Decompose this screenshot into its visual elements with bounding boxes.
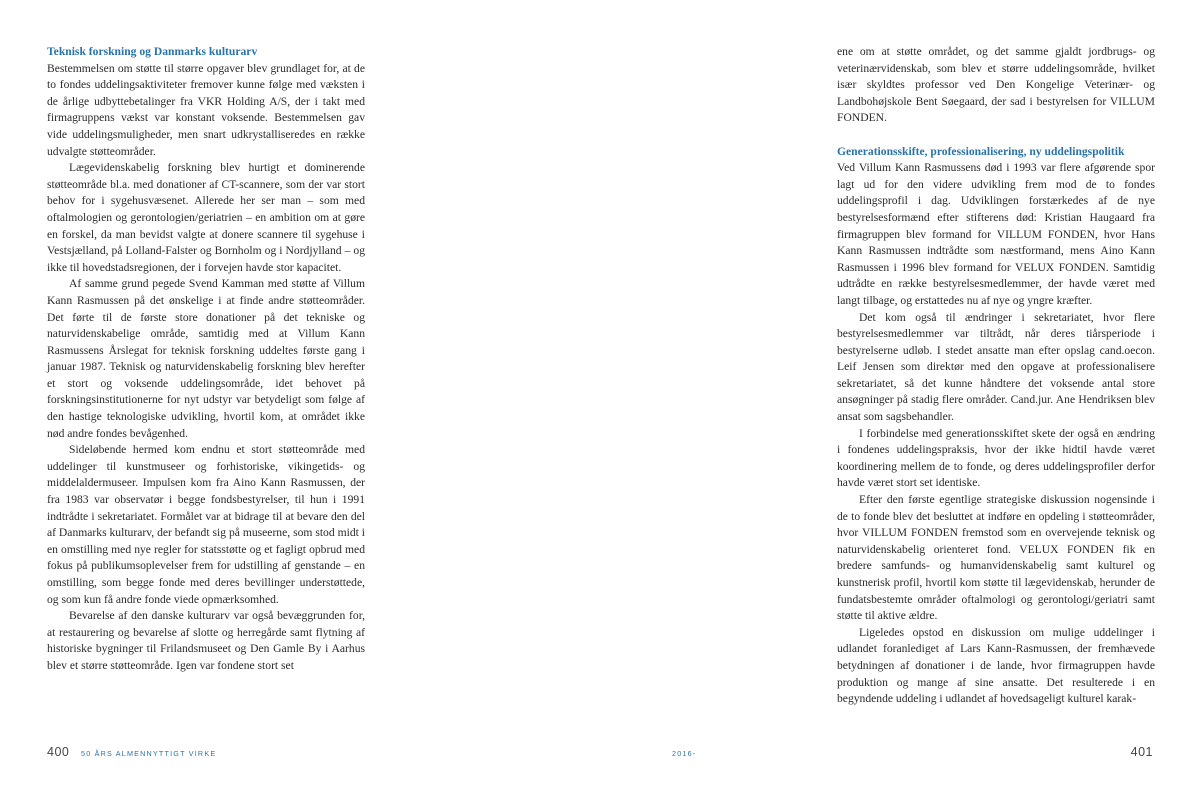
- section-heading: Teknisk forskning og Danmarks kulturarv: [47, 45, 258, 58]
- section-heading: Generationsskifte, professionalisering, ny uddelingspolitik: [837, 144, 1125, 158]
- right-page: [600, 0, 1201, 806]
- page-number: 400: [47, 745, 70, 759]
- body-paragraph: Af samme grund pegede Svend Kamman med støtte af Villum Kann Rasmussen på det ønskelige i at finde andre støtteområder. Det førte til de første store donationer på det tekniske og naturvidenskabelige område, samtidig med at Villum Kann Rasmussens Årslegat for teknisk forskning uddeltes første gang i januar 1987. Teknisk og naturvidenskabelig forskning blev herefter et stort og voksende uddelingsområde, idet behovet på forskningsinstitutionerne for nyt udstyr var betydeligt som følge af den hastige teknologiske udvikling, hvortil kom, at området ikke nød andre fondes bevågenhed.: [47, 277, 365, 440]
- body-paragraph: Efter den første egentlige strategiske diskussion nogensinde i de to fonde blev det besluttet at indføre en opdeling i støtteområder, hvor VILLUM FONDEN fremstod som en overvejende teknisk og naturvidenskabelig orienteret fond. VELUX FONDEN fik en bredere samfunds- og humanvidenskabelig samt kulturel og kunstnerisk profil, hvortil kom støtte til lægevidenskab, herunder de fundatsbestemte områder oftalmologi og gerontologi/geriatri samt støtte til aktive ældre.: [837, 493, 1155, 623]
- running-period: 2016-: [672, 749, 697, 758]
- right-text-column: [837, 44, 1155, 708]
- body-paragraph: Bestemmelsen om støtte til større opgaver blev grundlaget for, at de to fondes uddelingsaktiviteter fremover kunne følge med væksten i de årlige udbyttebetalinger fra VKR Holding A/S, der i takt med firmagruppens vækst var konstant voksende. Bestemmelsen gav vide uddelingsmuligheder, men snart udkrystalliseredes en række udvalgte støtteområder.: [47, 61, 365, 158]
- continued-paragraph: ene om at støtte området, og det samme gjaldt jordbrugs- og veterinærvidenskab, som blev et større uddelingsområde, hvilket især skyldtes professor ved Den Kongelige Veterinær- og Landbohøjskole Bent Søegaard, der sad i bestyrelsen for VILLUM FONDEN.: [837, 45, 1155, 125]
- body-paragraph: Det kom også til ændringer i sekretariatet, hvor flere bestyrelsesmedlemmer var tiltrådt, når deres tiårsperiode i bestyrelserne udløb. I stedet ansatte man efter opslag cand.oecon. Leif Jensen som direktør med den opgave at professionalisere sekretariatet, så det kunne håndtere det voksende antal store ansøgninger på stadig flere områder. Cand.jur. Ane Hendriksen blev ansat som sagsbehandler.: [837, 310, 1155, 424]
- body-paragraph: Bevarelse af den danske kulturarv var også bevæggrunden for, at restaurering og bevarelse af slotte og herregårde samt flytning af historiske bygninger til Frilandsmuseet og Den Gamle By i Aarhus blev et større støtteområde. Igen var fondene stort set: [47, 609, 365, 672]
- body-paragraph: Ligeledes opstod en diskussion om mulige uddelinger i udlandet foranlediget af Lars Kann-Rasmussen, der fremhævede betydningen af donationer i de lande, hvor firmagruppen havde produktion og mange af sine ansatte. Det resulterede i en begyndende uddeling i udlandet af hovedsageligt kulturel karak-: [837, 625, 1155, 706]
- running-title: 50 ÅRS ALMENNYTTIGT VIRKE: [81, 749, 217, 758]
- left-text-column: [47, 44, 365, 675]
- body-paragraph: I forbindelse med generationsskiftet skete der også en ændring i fondenes uddelingspraksis, hvor der ikke hidtil havde været koordinering mellem de to fonde, og deres uddelingsprofiler derfor havde været stort set identiske.: [837, 426, 1155, 490]
- left-page: [0, 0, 600, 806]
- body-paragraph: Sideløbende hermed kom endnu et stort støtteområde med uddelinger til kunstmuseer og forhistoriske, vikingetids- og middelaldermuseer. Impulsen kom fra Aino Kann Rasmussen, der fra 1983 var observatør i begge fondsbestyrelser, til hun i 1991 indtrådte i sekretariatet. Formålet var at bidrage til at bevare den del af Danmarks kulturarv, der befandt sig på museerne, som stod midt i en omstilling med nye regler for statsstøtte og et fagligt opbrud med fokus på publikumsoplevelser frem for udstilling af genstande – en omstilling, som begge fonde med deres bevillinger understøttede, og som kun få andre fonde viede opmærksomhed.: [47, 443, 365, 606]
- body-paragraph: Lægevidenskabelig forskning blev hurtigt et dominerende støtteområde bl.a. med donationer af CT-scannere, som der var stort behov for i sygehusvæsenet. Allerede her ser man – som med oftalmologien og gerontologien/geriatrien – en ambition om at gøre en forskel, da man bevidst valgte at donere scannere til sygehuse i Vestsjælland, på Lolland-Falster og Bornholm og i Nordjylland – og ikke til hovedstadsregionen, der i forvejen havde stor kapacitet.: [47, 161, 365, 274]
- section-spacer: [837, 127, 1155, 144]
- body-paragraph: Ved Villum Kann Rasmussens død i 1993 var flere afgørende spor lagt ud for den videre udvikling frem mod de to fondes uddelingsprofil i dag. Udviklingen forstærkedes af de nye bestyrelsesformænd efter stifterens død: Kristian Haugaard fra firmagruppen blev formand for VILLUM FONDEN, hvor Hans Kann Rasmussen indtrådte som næstformand, mens Aino Kann Rasmussen i 1996 blev formand for VELUX FONDEN. Samtidig udtrådte en række bestyrelsesmedlemmer, der havde været med langt tilbage, og erstattedes nu af nye og yngre kræfter.: [837, 161, 1155, 307]
- page-number: 401: [1130, 745, 1153, 759]
